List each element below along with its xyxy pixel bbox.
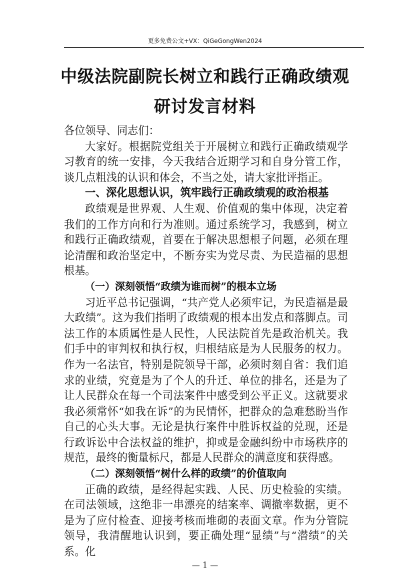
section-1-paragraph: 政绩观是世界观、人生观、价值观的集中体现，决定着我们的工作方向和行为准则。通过系统学习，我感到，树立和践行正确政绩观，首要在于解决思想根子问题，必须在理论清醒和政治坚定中，不断夯实为党尽责、为民造福的思想根基。 <box>64 202 348 278</box>
document-title: 中级法院副院长树立和践行正确政绩观 <box>60 67 350 86</box>
document-body <box>64 124 348 561</box>
subsection-1-paragraph: 习近平总书记强调，“共产党人必须牢记，为民造福是最大政绩”。这为我们指明了政绩观的根本出发点和落脚点。司法工作的本质属性是人民性，人民法院首先是政治机关。我们手中的审判权和执行权，归根结底是为人民服务的权力。作为一名法官，特别是院领导干部，必须时刻自省：我们追求的业绩，究竟是为了个人的升迁、单位的排名，还是为了让人民群众在每一个司法案件中感受到公平正义。这就要求我必须常怀“如我在诉”的为民情怀，把群众的急难愁盼当作自己的心头大事。无论是执行案件中胜诉权益的兑现，还是行政诉讼中合法权益的维护，抑或是金融纠纷中市场秩序的规范，最终的衡量标尺，都是人民群众的满意度和获得感。 <box>64 296 348 465</box>
subsection-heading-1: （一）深刻领悟“政绩为谁而树”的根本立场 <box>85 281 277 293</box>
document-subtitle: 研讨发言材料 <box>154 97 256 116</box>
salutation: 各位领导、同志们： <box>64 125 160 137</box>
section-heading-1: 一、深化思想认识，筑牢践行正确政绩观的政治根基 <box>85 187 329 200</box>
intro-paragraph: 大家好。根据院党组关于开展树立和践行正确政绩观学习教育的统一安排，今天我结合近期学习和自身分管工作，谈几点粗浅的认识和体会，不当之处，请大家批评指正。 <box>64 140 348 184</box>
header-divider <box>64 47 364 48</box>
subsection-2-paragraph: 正确的政绩，是经得起实践、人民、历史检验的实绩。在司法领域，这绝非一串漂亮的结案率、调撤率数据，更不是为了应付检查、迎接考核而堆砌的表面文章。作为分管院领导，我清醒地认识到，要正确处理“显绩”与“潜绩”的关系。化 <box>64 483 348 559</box>
page-number: — 1 — <box>191 561 219 570</box>
subsection-heading-2: （二）深刻领悟“树什么样的政绩”的价值取向 <box>85 469 287 481</box>
header-note: 更多免费公文+VX：QiGeGongWen2024 <box>147 38 263 45</box>
